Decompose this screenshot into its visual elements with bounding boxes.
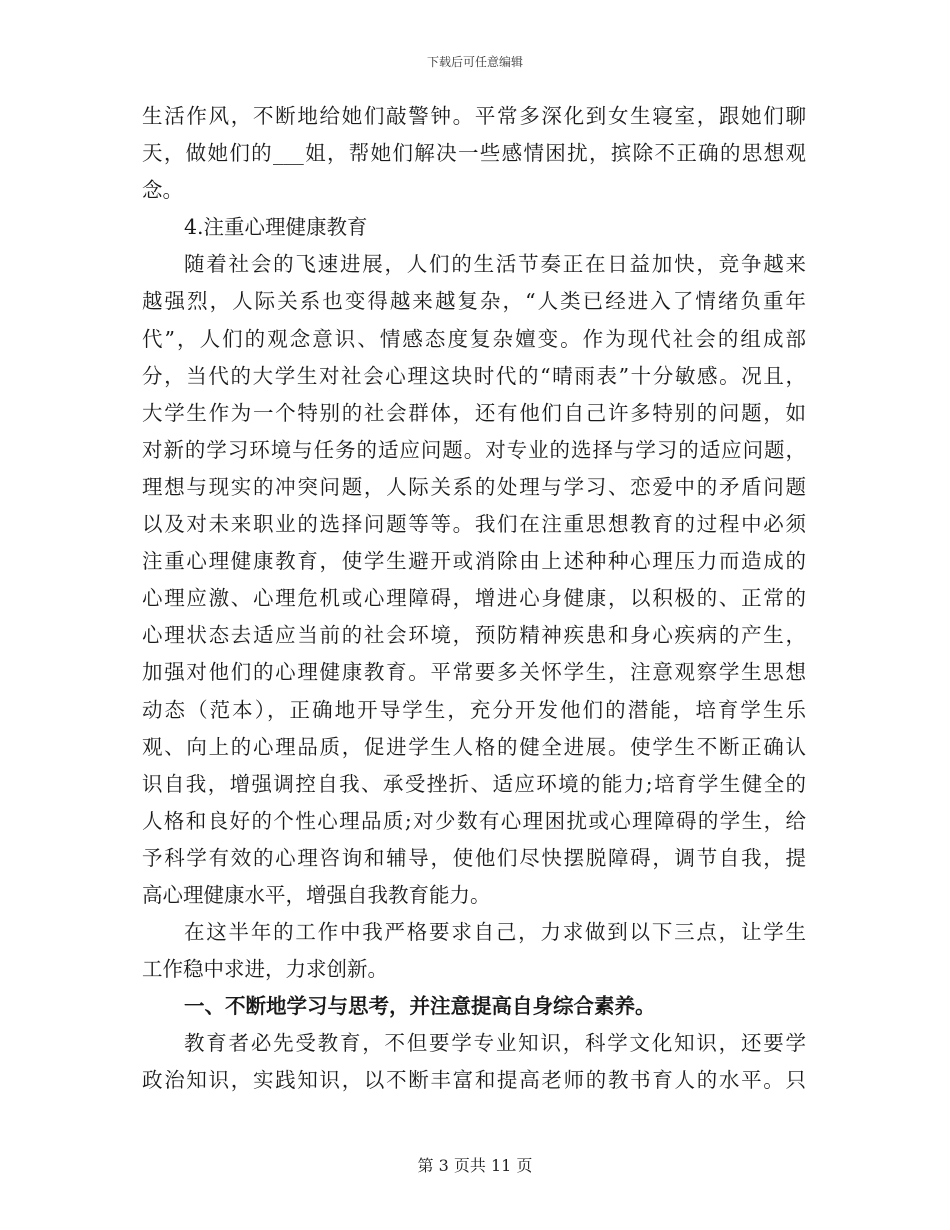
paragraph-line: 生活作风，不断地给她们敲警钟。平常多深化到女生寝室，跟她们聊 bbox=[142, 104, 806, 128]
paragraph-line: 代”，人们的观念意识、情感态度复杂嬗变。作为现代社会的组成部 bbox=[142, 326, 806, 351]
paragraph-line: 政治知识，实践知识，以不断丰富和提高老师的教书育人的水平。只 bbox=[142, 1068, 806, 1093]
paragraph-line: 心理状态去适应当前的社会环境，预防精神疾患和身心疾病的产生， bbox=[142, 623, 806, 648]
document-body bbox=[142, 98, 806, 1100]
paragraph-line: 观、向上的心理品质，促进学生人格的健全进展。使学生不断正确认 bbox=[142, 734, 806, 759]
paragraph-line: 工作稳中求进，力求创新。 bbox=[142, 957, 388, 982]
paragraph-line: 心理应激、心理危机或心理障碍，增进心身健康，以积极的、正常的 bbox=[142, 586, 806, 611]
paragraph-line: 在这半年的工作中我严格要求自己，力求做到以下三点，让学生 bbox=[184, 920, 806, 945]
paragraph-line: 予科学有效的心理咨询和辅导，使他们尽快摆脱障碍，调节自我，提 bbox=[142, 845, 806, 870]
paragraph-line: 随着社会的飞速进展，人们的生活节奏正在日益加快，竞争越来 bbox=[184, 252, 806, 277]
paragraph-line: 理想与现实的冲突问题，人际关系的处理与学习、恋爱中的矛盾问题 bbox=[142, 474, 806, 499]
paragraph-line: 念。 bbox=[142, 178, 183, 203]
paragraph-line: 注重心理健康教育，使学生避开或消除由上述种种心理压力而造成的 bbox=[142, 549, 806, 574]
paragraph-line: 高心理健康水平，增强自我教育能力。 bbox=[142, 882, 491, 907]
paragraph-line: 加强对他们的心理健康教育。平常要多关怀学生，注意观察学生思想 bbox=[142, 660, 806, 685]
page-number: 第 3 页共 11 页 bbox=[417, 1156, 533, 1175]
paragraph-line: 教育者必先受教育，不但要学专业知识，科学文化知识，还要学 bbox=[184, 1031, 806, 1056]
paragraph-line: 天，做她们的___姐，帮她们解决一些感情困扰，摈除不正确的思想观 bbox=[142, 141, 806, 166]
paragraph-line: 分，当代的大学生对社会心理这块时代的“晴雨表”十分敏感。况且， bbox=[142, 363, 806, 388]
paragraph-line: 大学生作为一个特别的社会群体，还有他们自己许多特别的问题，如 bbox=[142, 400, 806, 425]
paragraph-line: 人格和良好的个性心理品质;对少数有心理困扰或心理障碍的学生，给 bbox=[142, 808, 806, 833]
paragraph-line: 对新的学习环境与任务的适应问题。对专业的选择与学习的适应问题， bbox=[142, 437, 806, 462]
paragraph-line: 4.注重心理健康教育 bbox=[184, 215, 368, 240]
paragraph-line: 以及对未来职业的选择问题等等。我们在注重思想教育的过程中必须 bbox=[142, 512, 806, 537]
paragraph-line: 动态（范本），正确地开导学生，充分开发他们的潜能，培育学生乐 bbox=[142, 697, 806, 722]
section-heading-line: 一、不断地学习与思考，并注意提高自身综合素养。 bbox=[184, 994, 656, 1019]
download-note: 下载后可任意编辑 bbox=[426, 55, 523, 69]
paragraph-line: 识自我，增强调控自我、承受挫折、适应环境的能力;培育学生健全的 bbox=[142, 771, 806, 796]
paragraph-line: 越强烈，人际关系也变得越来越复杂，“人类已经进入了情绪负重年 bbox=[142, 289, 806, 314]
